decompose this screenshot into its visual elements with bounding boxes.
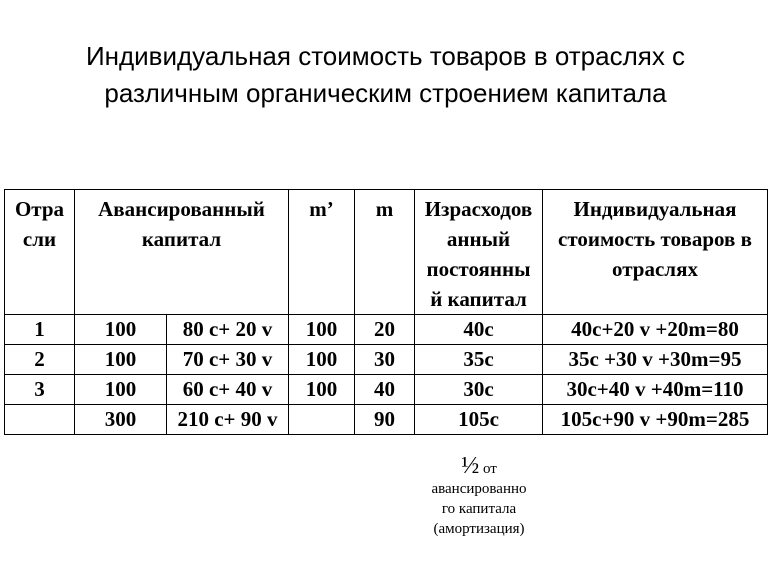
cell-m: 40 bbox=[355, 375, 415, 405]
capital-table bbox=[4, 189, 768, 435]
cell-consumed: 35с bbox=[415, 345, 543, 375]
header-capital: Авансированный капитал bbox=[75, 190, 289, 315]
cell-value: 30с+40 v +40m=110 bbox=[543, 375, 768, 405]
cell-total: 100 bbox=[75, 345, 167, 375]
note-line-4: (амортизация) bbox=[433, 521, 525, 537]
cell-consumed: 105с bbox=[415, 405, 543, 435]
table-row bbox=[5, 375, 768, 405]
cell-m-rate: 100 bbox=[289, 375, 355, 405]
cell-m: 90 bbox=[355, 405, 415, 435]
cell-consumed: 30с bbox=[415, 375, 543, 405]
header-value: Индивидуальная стоимость товаров в отраслях bbox=[543, 190, 768, 315]
cell-m: 20 bbox=[355, 315, 415, 345]
page-title bbox=[0, 38, 771, 112]
cell-structure: 210 с+ 90 v bbox=[167, 405, 289, 435]
note-line-1: от bbox=[482, 461, 497, 477]
cell-m-rate: 100 bbox=[289, 345, 355, 375]
header-consumed: Израсходов анный постоянны й капитал bbox=[415, 190, 543, 315]
title-line-1: Индивидуальная стоимость товаров в отраслях с bbox=[85, 41, 686, 71]
cell-branch: 1 bbox=[5, 315, 75, 345]
table-row bbox=[5, 345, 768, 375]
amortization-note bbox=[404, 453, 554, 539]
cell-branch: 3 bbox=[5, 375, 75, 405]
cell-value: 105с+90 v +90m=285 bbox=[543, 405, 768, 435]
cell-branch: 2 bbox=[5, 345, 75, 375]
note-fraction: ½ bbox=[461, 453, 480, 479]
cell-structure: 80 с+ 20 v bbox=[167, 315, 289, 345]
cell-total: 100 bbox=[75, 315, 167, 345]
header-branch: Отра сли bbox=[5, 190, 75, 315]
cell-structure: 60 с+ 40 v bbox=[167, 375, 289, 405]
cell-structure: 70 с+ 30 v bbox=[167, 345, 289, 375]
header-row bbox=[5, 190, 768, 315]
cell-value: 40с+20 v +20m=80 bbox=[543, 315, 768, 345]
cell-m-rate bbox=[289, 405, 355, 435]
cell-value: 35с +30 v +30m=95 bbox=[543, 345, 768, 375]
note-line-3: го капитала bbox=[441, 501, 517, 517]
cell-branch bbox=[5, 405, 75, 435]
note-line-2: авансированно bbox=[431, 481, 527, 497]
table-row-total bbox=[5, 405, 768, 435]
cell-m-rate: 100 bbox=[289, 315, 355, 345]
header-m-rate: m’ bbox=[289, 190, 355, 315]
title-line-2: различным органическим строением капитала bbox=[104, 78, 667, 108]
cell-consumed: 40с bbox=[415, 315, 543, 345]
cell-total: 100 bbox=[75, 375, 167, 405]
table-row bbox=[5, 315, 768, 345]
cell-total: 300 bbox=[75, 405, 167, 435]
note-first-line bbox=[404, 453, 554, 479]
cell-m: 30 bbox=[355, 345, 415, 375]
header-m: m bbox=[355, 190, 415, 315]
